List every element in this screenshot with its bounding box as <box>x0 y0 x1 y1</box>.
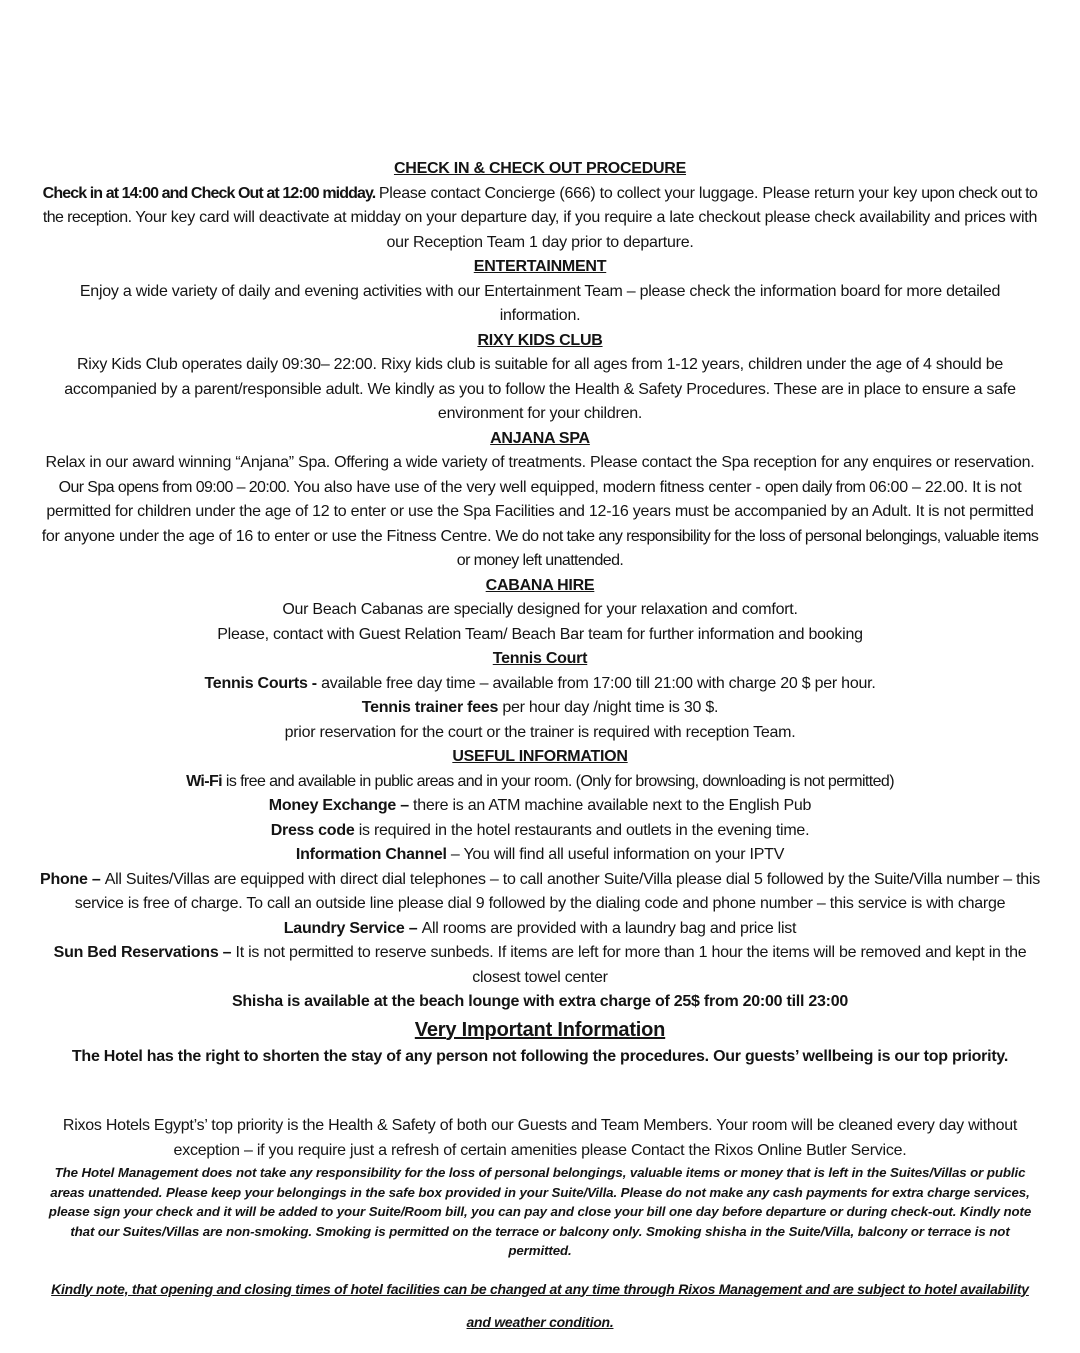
heading-anjana-spa <box>40 427 1040 452</box>
paragraph-entertainment <box>40 280 1040 329</box>
text-run: RIXY KIDS CLUB <box>477 331 603 349</box>
paragraph-anjana-spa <box>40 451 1040 574</box>
text-run: Enjoy a wide variety of daily and evening activities with our Entertainment Team – please check the information board for more detailed information. <box>79 282 1001 324</box>
text-run: ANJANA SPA <box>490 429 590 447</box>
text-run: Tennis Court <box>492 650 588 667</box>
paragraph-opening-closing-note <box>40 1273 1040 1339</box>
text-run: Sun Bed Reservations – <box>53 944 236 961</box>
text-run: Tennis Courts - <box>204 674 322 692</box>
text-run: It is not permitted to reserve sunbeds. If items are left for more than 1 hour the items will be removed and kept in the closest towel center <box>235 944 1027 986</box>
paragraph-phone <box>40 868 1040 917</box>
paragraph-check-in-check-out <box>40 182 1040 256</box>
text-run: Please contact Concierge (666) to collect your luggage. Please return your key <box>378 184 922 202</box>
text-run: USEFUL INFORMATION <box>452 748 628 765</box>
text-run: is required in the hotel restaurants and outlets in the evening time. <box>358 821 810 839</box>
paragraph-tennis-courts <box>40 672 1040 697</box>
text-run: You also have use of the very well equipped, modern fitness center - <box>293 478 765 496</box>
text-run: there is an ATM machine available next to the English Pub <box>413 797 812 814</box>
heading-tennis-court <box>40 647 1040 672</box>
paragraph-rixos-priority <box>40 1114 1040 1163</box>
text-run: – You will find all useful information on your IPTV <box>450 846 785 863</box>
text-run: Dress code <box>270 821 359 839</box>
paragraph-tennis-trainer <box>40 696 1040 721</box>
blank-space <box>40 1069 1040 1114</box>
text-run: CABANA HIRE <box>485 576 595 594</box>
text-run: Shisha is available at the beach lounge with extra charge of 25$ from 20:00 till 23:00 <box>231 993 849 1010</box>
text-run: Please, contact with Guest Relation Team/ Beach Bar team for further information and booking <box>217 625 863 643</box>
text-run: Check in at 14:00 and Check Out at 12:00 midday. <box>42 184 379 202</box>
paragraph-sunbed <box>40 941 1040 990</box>
text-run: The Hotel has the right to shorten the stay of any person not following the procedures. Our guests’ wellbeing is our top priority. <box>71 1047 1009 1065</box>
text-run: Information Channel <box>295 846 451 863</box>
text-run: upon check out to the reception. <box>42 184 1038 226</box>
text-run: 06:00 – 22.00. It is not permitted for children under the age of 12 to enter or use the Spa Facilities and 12-16 years must be accompanied by an Adult. It is not permitted for anyone under the age of 16 to enter or use the Fitness Centre. <box>41 478 1034 545</box>
text-run: Money Exchange – <box>268 797 414 814</box>
paragraph-tennis-reservation <box>40 721 1040 746</box>
paragraph-cabana-line1 <box>40 598 1040 623</box>
text-run: available free day time – available from 17:00 till 21:00 with charge 20 $ per hour. <box>321 674 876 692</box>
heading-rixy-kids-club <box>40 329 1040 354</box>
text-run: Rixos Hotels Egypt’s’ top priority is the Health & Safety of both our Guests and Team Members. Your room will be cleaned every day without exception – if you require just a refresh of certain amenities please Contact the Rixos Online Butler Service. <box>62 1117 1018 1159</box>
text-run: The Hotel Management does not take any responsibility for the loss of personal belongings, valuable items or money that is left in the Suites/Villas or public areas unattended. Please keep your belongings in the safe box provided in your Suite/Villa. Please do not make any cash payments for extra charge services, please sign your check and it will be added to your Suite/Room bill, you can pay and close your bill one day before departure or during check-out. Kindly note that our Suites/Villas are non-smoking. Smoking is permitted on the terrace or balcony only. Smoking shisha in the Suite/Villa, balcony or terrace is not permitted. <box>48 1165 1032 1258</box>
heading-very-important-information <box>40 1015 1040 1045</box>
text-run: is free and available in public areas and in your room. (Only for browsing, downloading is not permitted) <box>225 772 894 790</box>
text-run: We do not take any responsibility for the loss of personal belongings, valuable items or money left unattended. <box>456 527 1039 569</box>
text-run: All Suites/Villas are equipped with direct dial telephones – to call another Suite/Villa please dial 5 followed by the Suite/Villa number – this service is free of charge. To call an outside line please dial 9 followed by the dialing code and phone number – this service is with charge <box>74 870 1040 912</box>
text-run: Very Important Information <box>414 1018 666 1041</box>
paragraph-shisha <box>40 990 1040 1015</box>
text-run: Relax in our award winning “Anjana” Spa. Offering a wide variety of treatments. Please contact the Spa reception for any enquires or reservation. <box>45 454 1035 471</box>
paragraph-management-disclaimer <box>40 1163 1040 1261</box>
heading-check-in-check-out-procedure <box>40 157 1040 182</box>
text-run: ENTERTAINMENT <box>473 258 607 275</box>
paragraph-dress-code <box>40 819 1040 844</box>
paragraph-wifi <box>40 770 1040 795</box>
heading-entertainment <box>40 255 1040 280</box>
paragraph-laundry <box>40 917 1040 942</box>
text-run: CHECK IN & CHECK OUT PROCEDURE <box>393 160 687 177</box>
heading-cabana-hire <box>40 574 1040 599</box>
text-run: prior reservation for the court or the trainer is required with reception Team. <box>284 723 796 741</box>
text-run: Phone – <box>40 870 105 888</box>
paragraph-cabana-line2 <box>40 623 1040 648</box>
text-run: Laundry Service – <box>283 919 422 937</box>
paragraph-information-channel <box>40 843 1040 868</box>
text-run: Our Beach Cabanas are specially designed for your relaxation and comfort. <box>282 601 798 618</box>
text-run: Your key card will deactivate at midday on your departure day, if you require a late checkout please check availability and prices with our Reception Team 1 day prior to departure. <box>135 209 1038 251</box>
text-run: Rixy Kids Club operates daily 09:30– 22:00. Rixy kids club is suitable for all ages from 1-12 years, children under the age of 4 should be accompanied by a parent/responsible adult. We kindly as you to follow the Health & Safety Procedures. These are in place to ensure a safe environment for your children. <box>64 356 1016 422</box>
paragraph-money-exchange <box>40 794 1040 819</box>
text-run: open daily from <box>764 478 870 496</box>
text-run: Tennis trainer fees <box>361 699 503 716</box>
text-run: per hour day /night time is 30 $. <box>502 699 719 716</box>
document-body <box>40 157 1040 1339</box>
text-run: Kindly note, that opening and closing times of hotel facilities can be changed at any time through Rixos Management and are subject to hotel availability and weather condition. <box>51 1280 1029 1330</box>
text-run: Wi-Fi <box>186 772 226 790</box>
paragraph-rixy-kids-club <box>40 353 1040 427</box>
heading-useful-information <box>40 745 1040 770</box>
text-run: All rooms are provided with a laundry bag and price list <box>421 919 797 937</box>
paragraph-hotel-right <box>40 1045 1040 1070</box>
text-run: Our Spa opens from 09:00 – 20:00. <box>58 478 294 496</box>
